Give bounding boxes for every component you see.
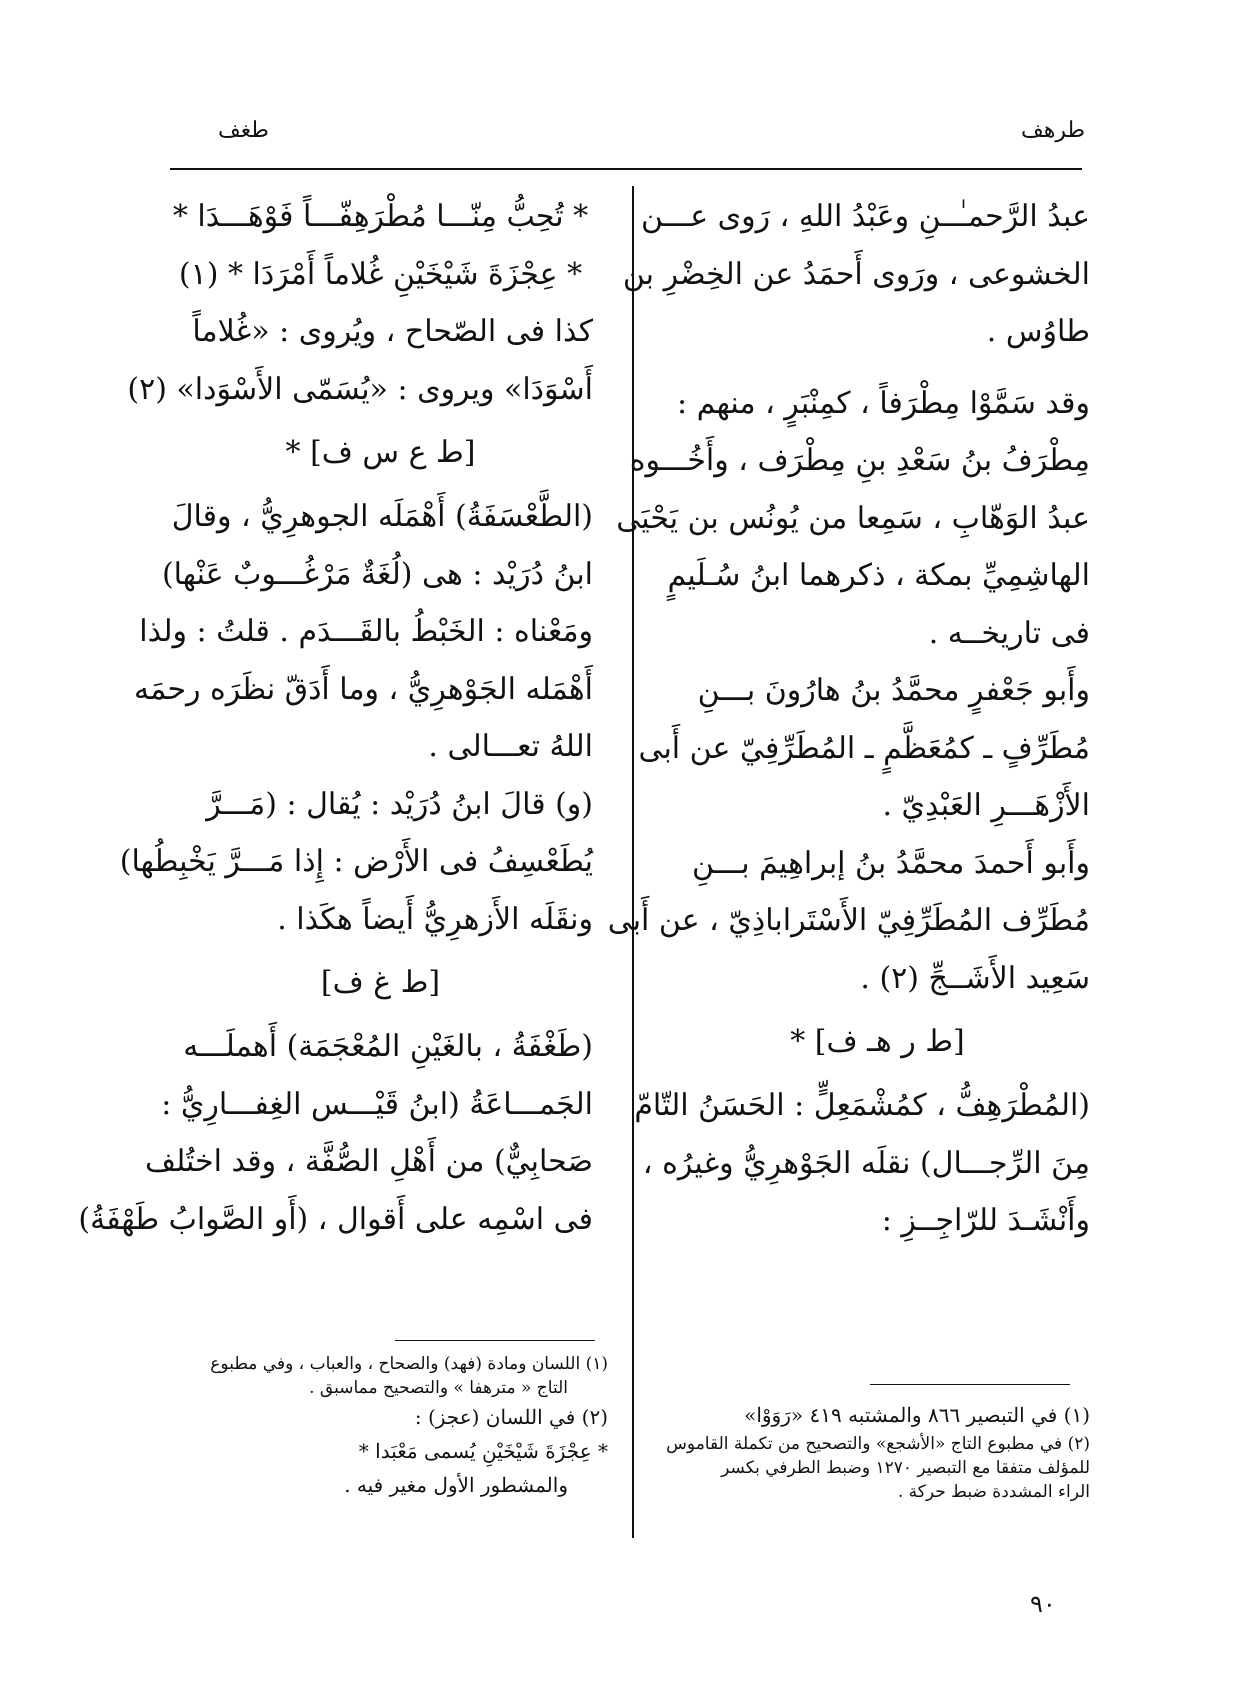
footnote-line: (٢) في اللسان (عجز) : <box>414 1405 608 1429</box>
footnote-line: (١) في التبصير ٨٦٦ والمشتبه ٤١٩ «رَوَوْا» <box>744 1403 1090 1427</box>
text-line: ونقَلَه الأَزهرِيُّ أَيضاً هكَذا . <box>277 901 593 937</box>
text-line: (الطَّعْسَفَةُ) أَهْمَلَه الجوهرِيُّ ، وقالَ <box>171 499 593 534</box>
text-line: اللهُ تعـــالى . <box>428 729 593 764</box>
footnotes-left <box>168 1352 608 1502</box>
text-line: عبدُ الرَّحمـٰــنِ وعَبْدُ اللهِ ، رَوى عـــن <box>641 199 1090 234</box>
text-line: الجَمـــاعَةُ (ابنُ قَيْـــس الغِفـــارِيُّ : <box>161 1086 593 1122</box>
text-line: الأَزْهَـــرِ العَبْدِيّ . <box>882 788 1090 823</box>
column-divider <box>632 186 634 1538</box>
entry-heading-taghf: [ط غ ف] <box>320 965 441 1000</box>
footnote-line: للمؤلف متفقا مع التبصير ١٢٧٠ وضبط الطرفي بكسر <box>721 1458 1090 1478</box>
text-line: كذا فى الصّحاح ، ويُروى : «غُلاماً <box>192 314 593 349</box>
text-line: (المُطْرَهِفُّ ، كمُشْمَعِلٍّ : الحَسَنُ التّامّ <box>634 1088 1090 1123</box>
header-rule <box>170 168 1082 170</box>
text-line: أَسْوَدَا» ويروى : «يُسَمّى الأَسْوَدا» (٢) <box>127 371 593 407</box>
paragraph-gap <box>665 361 1090 375</box>
footnote-line: (٢) في مطبوع التاج «الأشجع» والتصحيح من تكملة القاموس <box>666 1434 1090 1454</box>
text-line: مُطَرِّف المُطَرِّفِيّ الأَسْتَراباذِيّ ، عن أَبى <box>607 903 1090 938</box>
text-line: ابنُ دُرَيْد : هى (لُغَةٌ مَرْغُـــوبٌ عَنْها) <box>161 556 593 592</box>
text-line: صَحابِيٌّ) من أَهْلِ الصُّفَّة ، وقد اختُلف <box>145 1144 593 1179</box>
text-line: وأَنْشَـدَ للرّاجِــزِ : <box>881 1203 1090 1238</box>
text-line: طاوُس . <box>986 314 1090 349</box>
running-head-right: طرهف <box>1020 118 1085 143</box>
footnote-rule-left <box>395 1340 595 1341</box>
text-line: (طَغْفَةُ ، بالغَيْنِ المُعْجَمَة) أَهملَـــه <box>183 1029 593 1064</box>
text-line: مِطْرَفُ بنُ سَعْدِ بنِ مِطْرَف ، وأَخُـــوه <box>629 443 1090 478</box>
verse-line: * عِجْزَةَ شَيْخَيْنِ غُلاماً أَمْرَدَا * (١) <box>178 256 583 292</box>
text-line: فى اسْمِه على أَقوال ، (أَو الصَّوابُ طَهْفَةُ) <box>78 1201 593 1237</box>
text-line: وقد سَمَّوْا مِطْرَفاً ، كمِنْبَرٍ ، منهم : <box>676 385 1090 421</box>
text-line: الهاشِمِيِّ بمكة ، ذكرهما ابنُ سُـلَيمٍ <box>667 558 1090 593</box>
text-line: وأَبو أَحمدَ محمَّدُ بنُ إبراهِيمَ بـــنِ <box>692 845 1090 881</box>
footnote-line: التاج « مترهفا » والتصحيح مماسبق . <box>309 1378 568 1398</box>
text-line: عبدُ الوَهّابِ ، سَمِعا من يُونُس بن يَحْيَى <box>616 500 1090 536</box>
text-line: وأَبو جَعْفرٍ محمَّدُ بنُ هارُونَ بـــنِ <box>697 673 1090 708</box>
entry-heading-tarhaf: [ط ر هـ ف] * <box>790 1024 965 1059</box>
text-line: أَهْمَله الجَوْهرِيُّ ، وما أَدَقّ نظَرَه رحمَه <box>134 671 593 707</box>
page-number: ٩٠ <box>1030 1590 1056 1618</box>
footnote-line: * عِجْزَةَ شَيْخَيْنِ يُسمى مَعْبَدا * <box>358 1439 608 1463</box>
right-column <box>607 188 1090 1250</box>
verse-line: * تُحِبُّ مِنّـــا مُطْرَهِفّـــاً فَوْهَـــدَا * <box>172 199 589 234</box>
text-line: الخشوعى ، ورَوى أَحمَدُ عن الخِضْرِ بن <box>622 256 1090 292</box>
text-line: ومَعْناه : الخَبْطُ بالقَـــدَم . قلتُ : ولذا <box>139 614 593 649</box>
text-line: فى تاريخــه . <box>928 615 1090 651</box>
text-line: مِنَ الرِّجـــال) نقلَه الجَوْهرِيُّ وغيرُه ، <box>642 1145 1090 1181</box>
text-line: يُطَعْسِفُ فى الأَرْض : إِذا مَـــرَّ يَخْبِطُها) <box>119 844 593 879</box>
running-head-left: طغف <box>218 118 269 143</box>
left-column <box>78 188 593 1248</box>
text-line: مُطَرِّفٍ ـ كمُعَظَّمٍ ـ المُطَرِّفِيّ عن أَبى <box>638 730 1090 766</box>
footnote-line: (١) اللسان ومادة (فهد) والصحاح ، والعباب ، وفي مطبوع <box>210 1354 608 1374</box>
footnote-line: الراء المشددة ضبط حركة . <box>897 1482 1090 1502</box>
text-line: سَعِيد الأَشَــجِّ (٢) . <box>860 960 1090 996</box>
footnote-line: والمشطور الأول مغير فيه . <box>344 1473 568 1497</box>
text-line: (و) قالَ ابنُ دُرَيْد : يُقال : (مَـــرَّ <box>206 786 593 822</box>
footnote-rule-right <box>870 1384 1070 1385</box>
footnotes-right <box>665 1398 1090 1504</box>
entry-heading-taasaf: [ط ع س ف] * <box>285 435 476 470</box>
